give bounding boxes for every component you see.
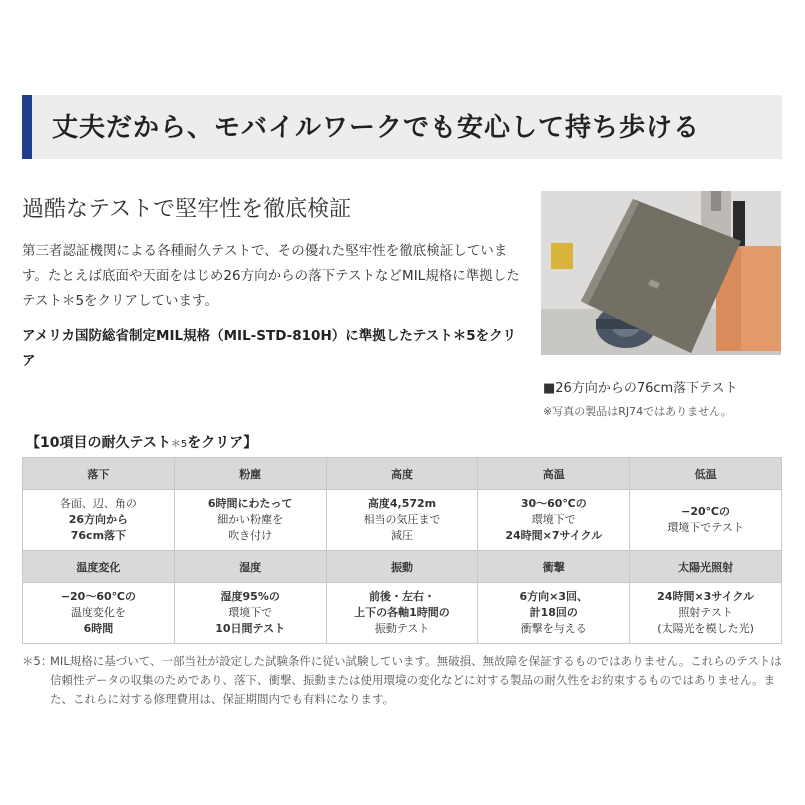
- table-cell-line: 計18回の: [529, 606, 578, 619]
- table-cell-line: 6時間にわたって: [207, 497, 293, 510]
- table-cell: [630, 583, 782, 644]
- table-cell-line: 6方向×3回、: [519, 590, 589, 603]
- table-cell-line: −20℃の: [681, 505, 731, 518]
- table-cell-line: −20〜60℃の: [60, 590, 136, 603]
- footnote-mark: ＊5：: [22, 654, 53, 668]
- banner-accent-bar: [22, 95, 32, 159]
- table-cell: [630, 490, 782, 551]
- drop-test-illustration: [541, 191, 781, 355]
- table-cell: [23, 583, 175, 644]
- durability-table-title: [26, 432, 257, 452]
- table-cell-line: 各面、辺、角の: [59, 497, 137, 510]
- table-cell-line: 環境下でテスト: [667, 521, 744, 534]
- table-title-mark: ＊5: [170, 439, 188, 450]
- table-cell-line: 6時間: [83, 622, 114, 635]
- section-banner: [22, 95, 782, 159]
- table-cell-line: 環境下で: [531, 513, 576, 526]
- table-cell-line: 24時間×7サイクル: [505, 529, 603, 542]
- table-cell: [326, 490, 478, 551]
- table-cell-line: 照射テスト: [678, 606, 733, 619]
- table-cell-line: 温度変化を: [70, 606, 126, 619]
- table-cell: [326, 583, 478, 644]
- table-cell: [23, 490, 175, 551]
- photo-caption: ■26方向からの76cm落下テスト: [543, 381, 738, 396]
- table-cell-line: 上下の各軸1時間の: [354, 606, 450, 619]
- table-cell-line: 10日間テスト: [215, 622, 286, 635]
- table-cell-line: 環境下で: [228, 606, 273, 619]
- table-cell-line: 30〜60℃の: [520, 497, 587, 510]
- table-header-cell: 振動: [326, 551, 478, 583]
- table-row: [23, 490, 782, 551]
- table-header-cell: 高温: [478, 458, 630, 490]
- table-cell: [174, 583, 326, 644]
- table-cell: [478, 490, 630, 551]
- table-header-cell: 温度変化: [23, 551, 175, 583]
- table-row: [23, 583, 782, 644]
- footnote-text: MIL規格に基づいて、一部当社が設定した試験条件に従い試験しています。無破損、無故障を保証するものではありません。これらのテストは信頼性データの収集のためであり、落下、衝撃、振動または使用環境の変化などに対する製品の耐久性をお約束するものではありません。また、これらに対する修理費用は、保証期間内でも有料になります。: [50, 654, 782, 706]
- table-header-cell: 落下: [23, 458, 175, 490]
- durability-test-table: [22, 457, 782, 644]
- photo-note: ※写真の製品はRJ74ではありません。: [543, 405, 732, 418]
- mil-standard-text: アメリカ国防総省制定MIL規格（MIL-STD-810H）に準拠したテスト＊5をクリア: [22, 328, 517, 369]
- table-title-prefix: 【10項目の耐久テスト: [26, 435, 171, 451]
- section-subtitle: 過酷なテストで堅牢性を徹底検証: [22, 197, 352, 222]
- table-cell-line: 減圧: [390, 529, 413, 542]
- table-cell-line: 76cm落下: [70, 529, 127, 542]
- footnote: [22, 652, 782, 709]
- table-header-cell: 高度: [326, 458, 478, 490]
- table-cell-line: 相当の気圧まで: [363, 513, 441, 526]
- table-cell-line: 前後・左右・: [368, 590, 435, 603]
- table-cell-line: 26方向から: [68, 513, 129, 526]
- table-cell-line: 24時間×3サイクル: [657, 590, 755, 603]
- table-header-row: [23, 458, 782, 490]
- table-header-cell: 湿度: [174, 551, 326, 583]
- table-cell: [174, 490, 326, 551]
- table-header-row: [23, 551, 782, 583]
- table-header-cell: 太陽光照射: [630, 551, 782, 583]
- table-cell-line: 振動テスト: [374, 622, 430, 635]
- table-header-cell: 低温: [630, 458, 782, 490]
- table-cell-line: (太陽光を模した光): [657, 622, 754, 635]
- table-cell-line: 高度4,572m: [367, 497, 437, 510]
- table-title-suffix: をクリア】: [187, 435, 258, 451]
- table-cell: [478, 583, 630, 644]
- table-header-cell: 粉塵: [174, 458, 326, 490]
- table-cell-line: 湿度95%の: [220, 590, 280, 603]
- table-cell-line: 衝撃を与える: [520, 622, 587, 635]
- section-body-text: 第三者認証機関による各種耐久テストで、その優れた堅牢性を徹底検証しています。たとえば底面や天面をはじめ26方向からの落下テストなどMIL規格に準拠したテスト＊5をクリアしています。: [22, 243, 520, 309]
- drop-test-photo: [541, 191, 781, 355]
- table-cell-line: 吹き付け: [228, 529, 273, 542]
- banner-title: 丈夫だから、モバイルワークでも安心して持ち歩ける: [52, 113, 701, 143]
- table-cell-line: 細かい粉塵を: [217, 513, 284, 526]
- table-header-cell: 衝撃: [478, 551, 630, 583]
